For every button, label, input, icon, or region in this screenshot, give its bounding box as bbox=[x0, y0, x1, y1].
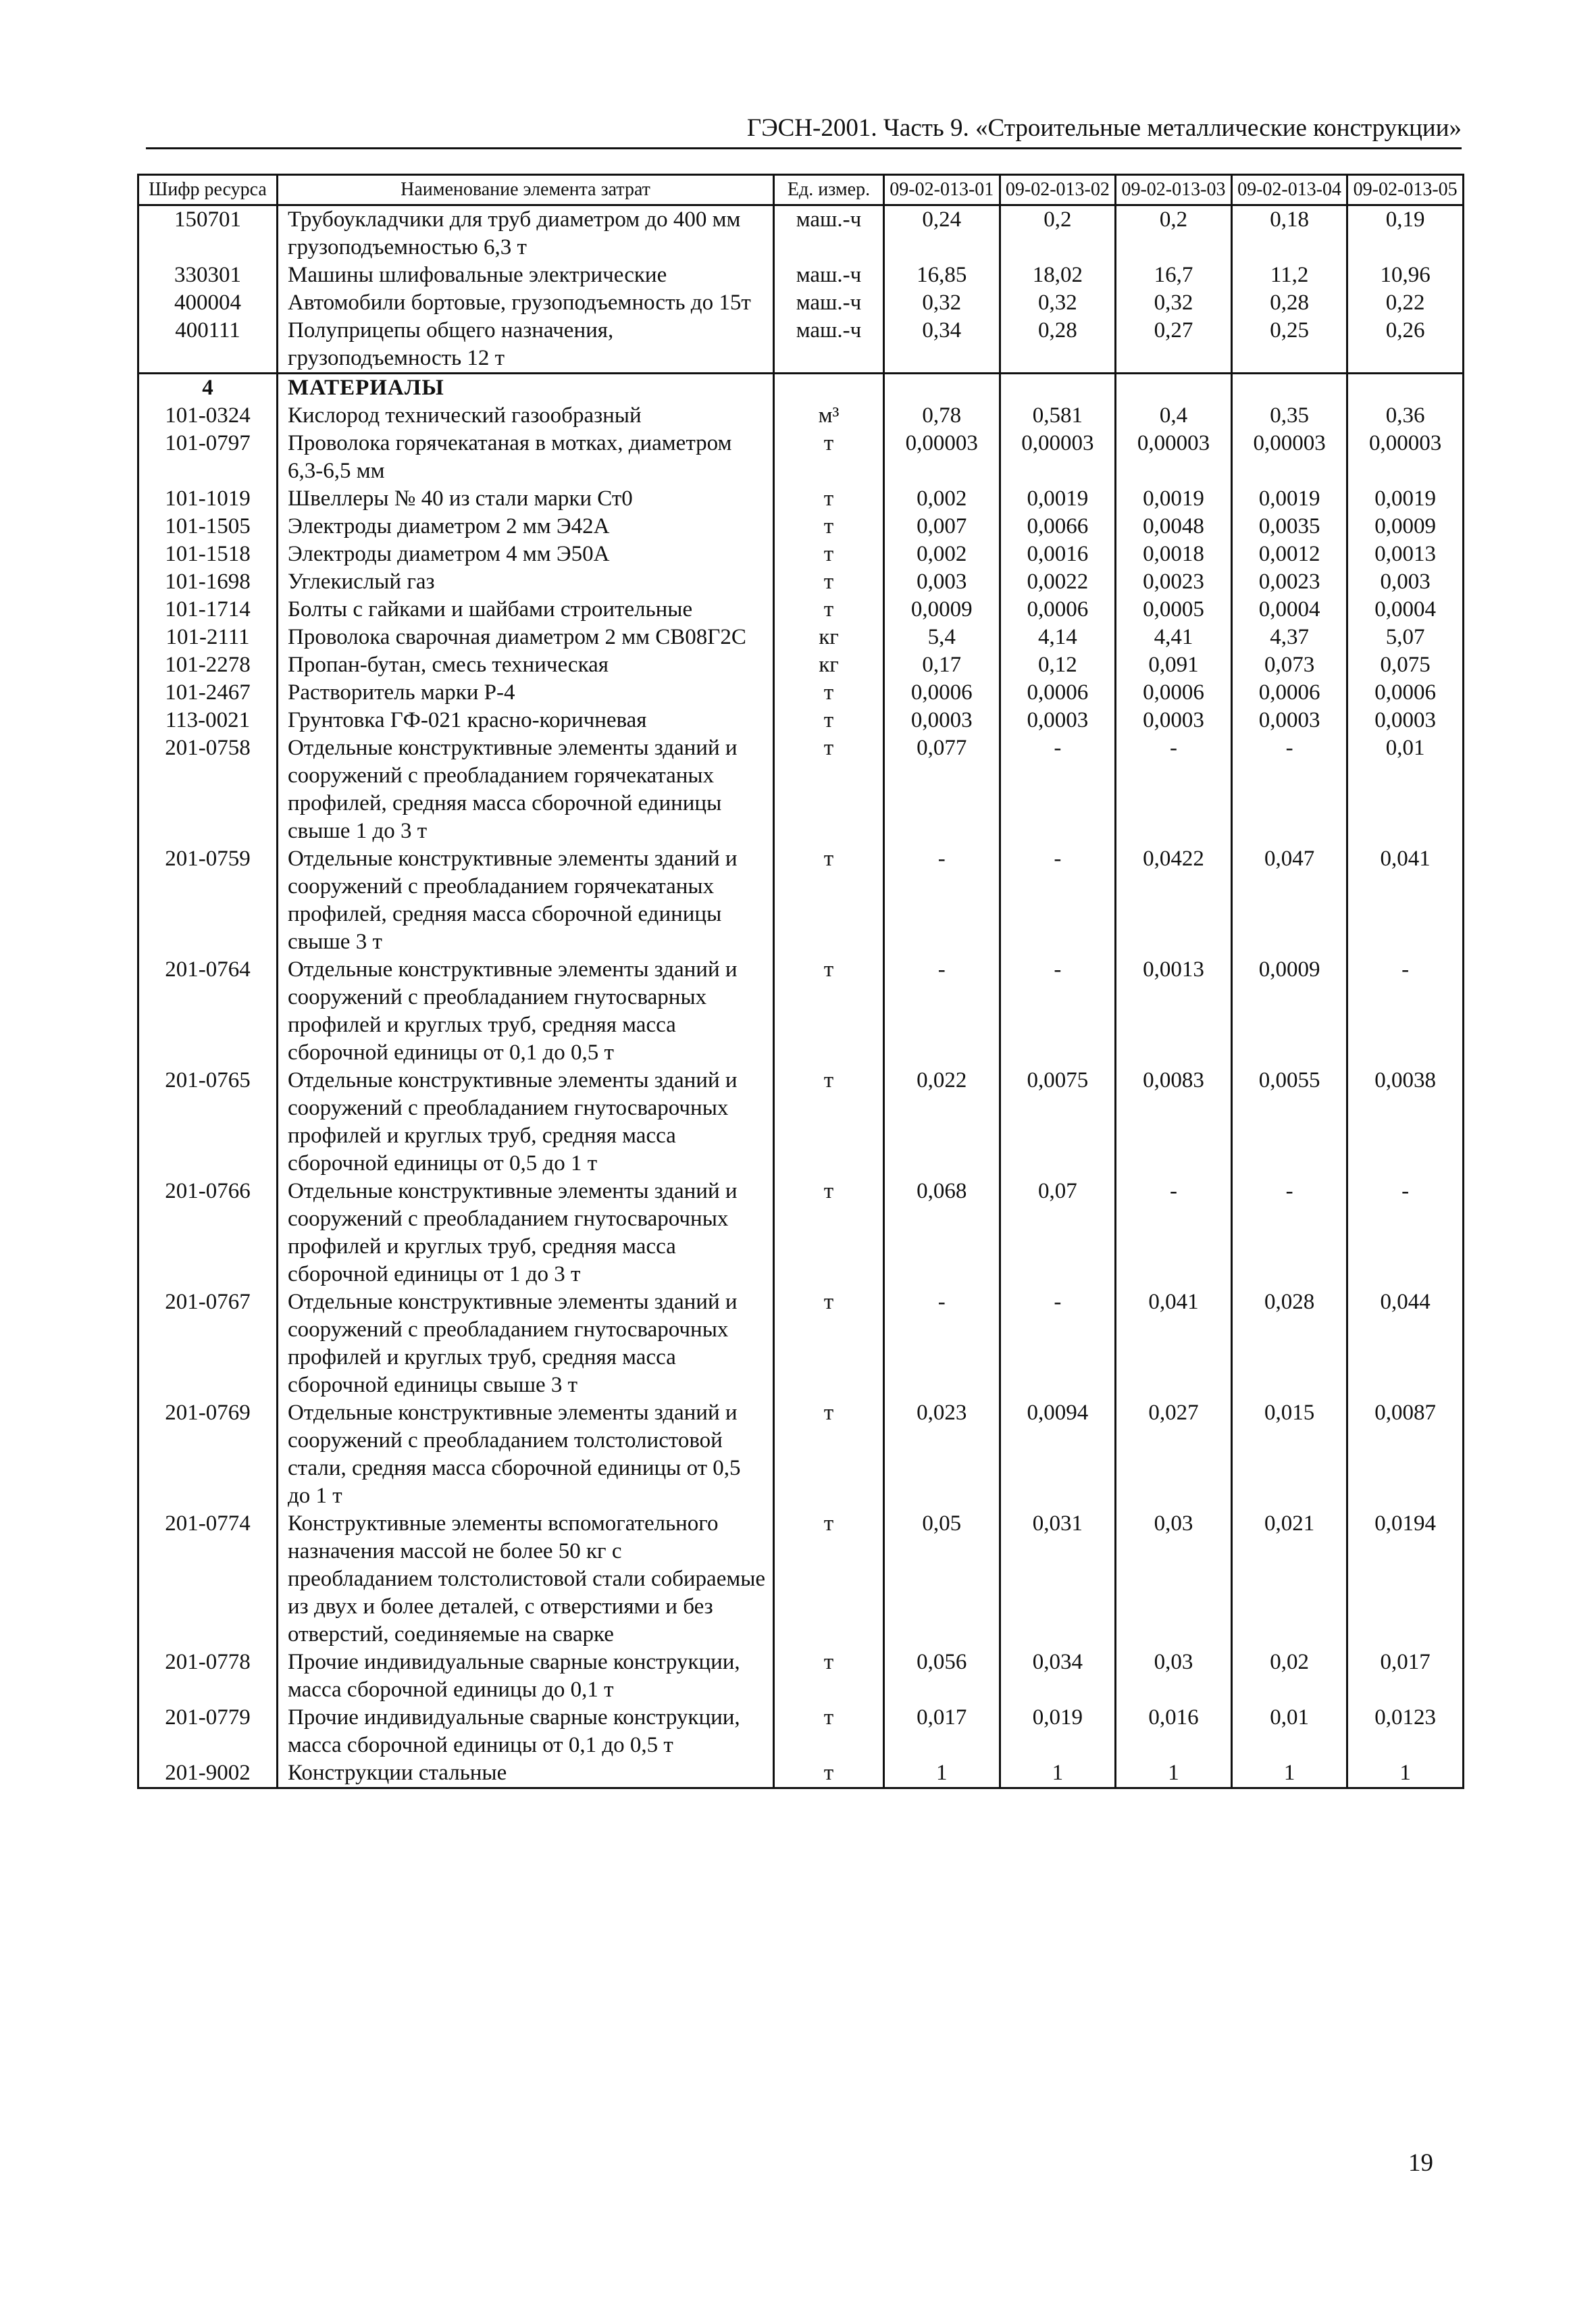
resource-code: 150701 bbox=[138, 205, 278, 262]
unit-of-measure: маш.-ч bbox=[774, 289, 884, 317]
value-013-02: 0,0022 bbox=[1000, 568, 1116, 596]
value-013-03: 0,0023 bbox=[1116, 568, 1232, 596]
column-header-unit: Ед. измер. bbox=[774, 175, 884, 205]
value-013-03: 0,00003 bbox=[1116, 430, 1232, 485]
resource-code: 101-0797 bbox=[138, 430, 278, 485]
resource-name: Отдельные конструктивные элементы зданий и сооружений с преобладанием горячекатаных профилей, средняя масса сборочной единицы свыше 3 т bbox=[278, 845, 774, 956]
value-013-05: 0,0006 bbox=[1347, 679, 1464, 707]
resource-code: 101-2278 bbox=[138, 651, 278, 679]
unit-of-measure: м³ bbox=[774, 402, 884, 430]
value-013-03: - bbox=[1116, 734, 1232, 845]
resource-code: 101-2111 bbox=[138, 624, 278, 651]
value-013-02: 0,0075 bbox=[1000, 1067, 1116, 1178]
value-013-04: 0,18 bbox=[1231, 205, 1347, 262]
value-013-04: 0,0035 bbox=[1231, 513, 1347, 540]
unit-of-measure bbox=[774, 374, 884, 403]
value-013-01: 0,022 bbox=[884, 1067, 1000, 1178]
value-013-03: 0,03 bbox=[1116, 1510, 1232, 1649]
value-013-03 bbox=[1116, 374, 1232, 403]
resource-code: 113-0021 bbox=[138, 707, 278, 734]
page-header: ГЭСН-2001. Часть 9. «Строительные металлические конструкции» bbox=[146, 114, 1462, 149]
table-row bbox=[138, 540, 1464, 568]
table-row bbox=[138, 485, 1464, 513]
value-013-01: 16,85 bbox=[884, 261, 1000, 289]
value-013-03: 0,4 bbox=[1116, 402, 1232, 430]
value-013-04: 0,01 bbox=[1231, 1704, 1347, 1759]
value-013-03: 4,41 bbox=[1116, 624, 1232, 651]
value-013-01: 0,002 bbox=[884, 540, 1000, 568]
column-header-013-03: 09-02-013-03 bbox=[1116, 175, 1232, 205]
resource-name: Отдельные конструктивные элементы зданий и сооружений с преобладанием горячекатаных профилей, средняя масса сборочной единицы свыше 1 до 3 т bbox=[278, 734, 774, 845]
resource-code: 201-0778 bbox=[138, 1649, 278, 1704]
value-013-02: 0,2 bbox=[1000, 205, 1116, 262]
resource-code: 101-2467 bbox=[138, 679, 278, 707]
value-013-04: 0,02 bbox=[1231, 1649, 1347, 1704]
value-013-01: 0,017 bbox=[884, 1704, 1000, 1759]
section-row bbox=[138, 374, 1464, 403]
unit-of-measure: т bbox=[774, 485, 884, 513]
unit-of-measure: т bbox=[774, 1704, 884, 1759]
value-013-01: 0,78 bbox=[884, 402, 1000, 430]
value-013-01: 0,00003 bbox=[884, 430, 1000, 485]
value-013-05: 0,0019 bbox=[1347, 485, 1464, 513]
value-013-02: 0,00003 bbox=[1000, 430, 1116, 485]
resource-code: 400004 bbox=[138, 289, 278, 317]
resource-code: 201-0767 bbox=[138, 1288, 278, 1399]
table-header-row bbox=[138, 175, 1464, 205]
value-013-01: 0,056 bbox=[884, 1649, 1000, 1704]
value-013-02: 0,581 bbox=[1000, 402, 1116, 430]
resource-name: МАТЕРИАЛЫ bbox=[278, 374, 774, 403]
value-013-05: 1 bbox=[1347, 1759, 1464, 1788]
table-row bbox=[138, 513, 1464, 540]
resource-code: 201-0779 bbox=[138, 1704, 278, 1759]
unit-of-measure: т bbox=[774, 1178, 884, 1288]
unit-of-measure: т bbox=[774, 734, 884, 845]
unit-of-measure: т bbox=[774, 956, 884, 1067]
value-013-05: 0,0087 bbox=[1347, 1399, 1464, 1510]
resource-name: Автомобили бортовые, грузоподъемность до 15т bbox=[278, 289, 774, 317]
value-013-04: 1 bbox=[1231, 1759, 1347, 1788]
value-013-03: 0,0422 bbox=[1116, 845, 1232, 956]
value-013-04: 0,00003 bbox=[1231, 430, 1347, 485]
table-row bbox=[138, 651, 1464, 679]
resource-name: Проволока горячекатаная в мотках, диаметром 6,3-6,5 мм bbox=[278, 430, 774, 485]
value-013-05: 5,07 bbox=[1347, 624, 1464, 651]
value-013-01: 0,05 bbox=[884, 1510, 1000, 1649]
table-body bbox=[138, 205, 1464, 1788]
unit-of-measure: т bbox=[774, 679, 884, 707]
table-row bbox=[138, 956, 1464, 1067]
unit-of-measure: т bbox=[774, 1510, 884, 1649]
resource-code: 101-1518 bbox=[138, 540, 278, 568]
table-row bbox=[138, 1288, 1464, 1399]
value-013-05: 0,26 bbox=[1347, 317, 1464, 374]
table-row bbox=[138, 1178, 1464, 1288]
value-013-02: 0,0003 bbox=[1000, 707, 1116, 734]
value-013-03: 0,0019 bbox=[1116, 485, 1232, 513]
table-row bbox=[138, 624, 1464, 651]
value-013-02: 0,0094 bbox=[1000, 1399, 1116, 1510]
unit-of-measure: т bbox=[774, 568, 884, 596]
value-013-04: 11,2 bbox=[1231, 261, 1347, 289]
value-013-01: - bbox=[884, 845, 1000, 956]
column-header-013-05: 09-02-013-05 bbox=[1347, 175, 1464, 205]
table-row bbox=[138, 1067, 1464, 1178]
value-013-05 bbox=[1347, 374, 1464, 403]
unit-of-measure: т bbox=[774, 596, 884, 624]
unit-of-measure: т bbox=[774, 513, 884, 540]
value-013-05: 0,017 bbox=[1347, 1649, 1464, 1704]
value-013-05: 0,0009 bbox=[1347, 513, 1464, 540]
table-row bbox=[138, 261, 1464, 289]
value-013-02: - bbox=[1000, 1288, 1116, 1399]
unit-of-measure: т bbox=[774, 430, 884, 485]
value-013-01: 0,34 bbox=[884, 317, 1000, 374]
resource-code: 101-1714 bbox=[138, 596, 278, 624]
value-013-05: 10,96 bbox=[1347, 261, 1464, 289]
resource-name: Отдельные конструктивные элементы зданий и сооружений с преобладанием гнутосварочных профилей и круглых труб, средняя масса сборочной единицы от 1 до 3 т bbox=[278, 1178, 774, 1288]
resource-code: 201-0764 bbox=[138, 956, 278, 1067]
value-013-04: 0,0023 bbox=[1231, 568, 1347, 596]
value-013-01: 0,068 bbox=[884, 1178, 1000, 1288]
resource-name: Машины шлифовальные электрические bbox=[278, 261, 774, 289]
page-number: 19 bbox=[1408, 2149, 1433, 2177]
value-013-05: - bbox=[1347, 1178, 1464, 1288]
unit-of-measure: т bbox=[774, 1759, 884, 1788]
table-row bbox=[138, 1399, 1464, 1510]
value-013-03: 0,32 bbox=[1116, 289, 1232, 317]
table-row bbox=[138, 289, 1464, 317]
value-013-03: 1 bbox=[1116, 1759, 1232, 1788]
table-row bbox=[138, 317, 1464, 374]
value-013-04: - bbox=[1231, 1178, 1347, 1288]
value-013-02: 4,14 bbox=[1000, 624, 1116, 651]
value-013-02: 0,0006 bbox=[1000, 679, 1116, 707]
value-013-05: 0,0013 bbox=[1347, 540, 1464, 568]
value-013-01: 0,17 bbox=[884, 651, 1000, 679]
value-013-04: 0,0009 bbox=[1231, 956, 1347, 1067]
resource-name: Пропан-бутан, смесь техническая bbox=[278, 651, 774, 679]
value-013-02: 18,02 bbox=[1000, 261, 1116, 289]
value-013-05: 0,19 bbox=[1347, 205, 1464, 262]
value-013-03: 0,03 bbox=[1116, 1649, 1232, 1704]
value-013-05: 0,01 bbox=[1347, 734, 1464, 845]
value-013-03: 0,27 bbox=[1116, 317, 1232, 374]
value-013-01: 0,24 bbox=[884, 205, 1000, 262]
resource-name: Кислород технический газообразный bbox=[278, 402, 774, 430]
value-013-05: 0,075 bbox=[1347, 651, 1464, 679]
value-013-03: - bbox=[1116, 1178, 1232, 1288]
value-013-04 bbox=[1231, 374, 1347, 403]
value-013-05: 0,00003 bbox=[1347, 430, 1464, 485]
unit-of-measure: т bbox=[774, 540, 884, 568]
resource-code: 101-1505 bbox=[138, 513, 278, 540]
value-013-04: 0,0006 bbox=[1231, 679, 1347, 707]
value-013-05: 0,0003 bbox=[1347, 707, 1464, 734]
value-013-01: 5,4 bbox=[884, 624, 1000, 651]
table-row bbox=[138, 1704, 1464, 1759]
value-013-01: 0,003 bbox=[884, 568, 1000, 596]
value-013-03: 0,0005 bbox=[1116, 596, 1232, 624]
value-013-02: 0,019 bbox=[1000, 1704, 1116, 1759]
resource-name: Болты с гайками и шайбами строительные bbox=[278, 596, 774, 624]
value-013-04: 0,0055 bbox=[1231, 1067, 1347, 1178]
value-013-03: 0,0018 bbox=[1116, 540, 1232, 568]
resource-code: 101-1698 bbox=[138, 568, 278, 596]
value-013-02: 0,034 bbox=[1000, 1649, 1116, 1704]
value-013-02: 0,07 bbox=[1000, 1178, 1116, 1288]
value-013-03: 16,7 bbox=[1116, 261, 1232, 289]
value-013-05: 0,041 bbox=[1347, 845, 1464, 956]
value-013-01: 0,0009 bbox=[884, 596, 1000, 624]
resource-name: Конструктивные элементы вспомогательного назначения массой не более 50 кг с преобладанием толстолистовой стали собираемые из двух и более деталей, с отверстиями и без отверстий, соединяемые на сварке bbox=[278, 1510, 774, 1649]
resource-code: 101-1019 bbox=[138, 485, 278, 513]
value-013-01: 0,077 bbox=[884, 734, 1000, 845]
value-013-04: 0,35 bbox=[1231, 402, 1347, 430]
value-013-05: 0,003 bbox=[1347, 568, 1464, 596]
unit-of-measure: т bbox=[774, 1067, 884, 1178]
value-013-04: 0,0019 bbox=[1231, 485, 1347, 513]
value-013-02: - bbox=[1000, 956, 1116, 1067]
resource-code: 101-0324 bbox=[138, 402, 278, 430]
resource-code: 201-9002 bbox=[138, 1759, 278, 1788]
table-row bbox=[138, 707, 1464, 734]
table-row bbox=[138, 1759, 1464, 1788]
unit-of-measure: маш.-ч bbox=[774, 205, 884, 262]
resource-name: Отдельные конструктивные элементы зданий и сооружений с преобладанием толстолистовой стали, средняя масса сборочной единицы от 0,5 до 1 т bbox=[278, 1399, 774, 1510]
value-013-05: - bbox=[1347, 956, 1464, 1067]
value-013-01: 0,007 bbox=[884, 513, 1000, 540]
value-013-03: 0,0083 bbox=[1116, 1067, 1232, 1178]
value-013-03: 0,091 bbox=[1116, 651, 1232, 679]
value-013-02: 1 bbox=[1000, 1759, 1116, 1788]
resource-name: Растворитель марки Р-4 bbox=[278, 679, 774, 707]
value-013-02: 0,32 bbox=[1000, 289, 1116, 317]
table-row bbox=[138, 568, 1464, 596]
value-013-01 bbox=[884, 374, 1000, 403]
column-header-013-01: 09-02-013-01 bbox=[884, 175, 1000, 205]
value-013-02: - bbox=[1000, 734, 1116, 845]
value-013-04: 0,015 bbox=[1231, 1399, 1347, 1510]
value-013-05: 0,36 bbox=[1347, 402, 1464, 430]
unit-of-measure: т bbox=[774, 1399, 884, 1510]
value-013-01: - bbox=[884, 956, 1000, 1067]
column-header-013-04: 09-02-013-04 bbox=[1231, 175, 1347, 205]
value-013-02: 0,0006 bbox=[1000, 596, 1116, 624]
value-013-03: 0,0003 bbox=[1116, 707, 1232, 734]
resource-code: 201-0765 bbox=[138, 1067, 278, 1178]
value-013-04: 0,28 bbox=[1231, 289, 1347, 317]
value-013-04: - bbox=[1231, 734, 1347, 845]
unit-of-measure: т bbox=[774, 1649, 884, 1704]
unit-of-measure: кг bbox=[774, 651, 884, 679]
resource-name: Конструкции стальные bbox=[278, 1759, 774, 1788]
value-013-01: 0,023 bbox=[884, 1399, 1000, 1510]
table-row bbox=[138, 430, 1464, 485]
resource-code: 201-0766 bbox=[138, 1178, 278, 1288]
value-013-05: 0,0194 bbox=[1347, 1510, 1464, 1649]
value-013-03: 0,0006 bbox=[1116, 679, 1232, 707]
resource-name: Отдельные конструктивные элементы зданий и сооружений с преобладанием гнутосварочных профилей и круглых труб, средняя масса сборочной единицы от 0,5 до 1 т bbox=[278, 1067, 774, 1178]
value-013-04: 0,0003 bbox=[1231, 707, 1347, 734]
resource-name: Швеллеры № 40 из стали марки Ст0 bbox=[278, 485, 774, 513]
value-013-03: 0,0013 bbox=[1116, 956, 1232, 1067]
value-013-04: 4,37 bbox=[1231, 624, 1347, 651]
value-013-03: 0,027 bbox=[1116, 1399, 1232, 1510]
resource-table bbox=[137, 174, 1464, 1789]
value-013-03: 0,016 bbox=[1116, 1704, 1232, 1759]
value-013-01: 0,002 bbox=[884, 485, 1000, 513]
resource-name: Грунтовка ГФ-021 красно-коричневая bbox=[278, 707, 774, 734]
value-013-01: 1 bbox=[884, 1759, 1000, 1788]
unit-of-measure: кг bbox=[774, 624, 884, 651]
value-013-01: 0,0003 bbox=[884, 707, 1000, 734]
value-013-04: 0,047 bbox=[1231, 845, 1347, 956]
column-header-code: Шифр ресурса bbox=[138, 175, 278, 205]
unit-of-measure: т bbox=[774, 1288, 884, 1399]
table-row bbox=[138, 1510, 1464, 1649]
resource-name: Отдельные конструктивные элементы зданий и сооружений с преобладанием гнутосварочных профилей и круглых труб, средняя масса сборочной единицы свыше 3 т bbox=[278, 1288, 774, 1399]
value-013-02: 0,0016 bbox=[1000, 540, 1116, 568]
resource-name: Полуприцепы общего назначения, грузоподъемность 12 т bbox=[278, 317, 774, 374]
value-013-01: 0,32 bbox=[884, 289, 1000, 317]
value-013-05: 0,0004 bbox=[1347, 596, 1464, 624]
resource-code: 330301 bbox=[138, 261, 278, 289]
value-013-02: 0,0066 bbox=[1000, 513, 1116, 540]
resource-code: 201-0769 bbox=[138, 1399, 278, 1510]
value-013-05: 0,0123 bbox=[1347, 1704, 1464, 1759]
table-row bbox=[138, 596, 1464, 624]
resource-code: 201-0759 bbox=[138, 845, 278, 956]
value-013-02: 0,12 bbox=[1000, 651, 1116, 679]
unit-of-measure: т bbox=[774, 707, 884, 734]
value-013-05: 0,22 bbox=[1347, 289, 1464, 317]
resource-table-container bbox=[137, 174, 1462, 1789]
value-013-03: 0,041 bbox=[1116, 1288, 1232, 1399]
value-013-02: 0,031 bbox=[1000, 1510, 1116, 1649]
resource-code: 400111 bbox=[138, 317, 278, 374]
resource-code: 201-0758 bbox=[138, 734, 278, 845]
resource-code: 4 bbox=[138, 374, 278, 403]
column-header-013-02: 09-02-013-02 bbox=[1000, 175, 1116, 205]
value-013-01: - bbox=[884, 1288, 1000, 1399]
resource-name: Трубоукладчики для труб диаметром до 400 мм грузоподъемностью 6,3 т bbox=[278, 205, 774, 262]
table-row bbox=[138, 679, 1464, 707]
table-row bbox=[138, 402, 1464, 430]
column-header-name: Наименование элемента затрат bbox=[278, 175, 774, 205]
table-row bbox=[138, 1649, 1464, 1704]
value-013-04: 0,0004 bbox=[1231, 596, 1347, 624]
resource-name: Прочие индивидуальные сварные конструкции, масса сборочной единицы от 0,1 до 0,5 т bbox=[278, 1704, 774, 1759]
resource-code: 201-0774 bbox=[138, 1510, 278, 1649]
value-013-04: 0,25 bbox=[1231, 317, 1347, 374]
table-row bbox=[138, 205, 1464, 262]
value-013-02 bbox=[1000, 374, 1116, 403]
unit-of-measure: маш.-ч bbox=[774, 261, 884, 289]
unit-of-measure: маш.-ч bbox=[774, 317, 884, 374]
resource-name: Проволока сварочная диаметром 2 мм СВ08Г2С bbox=[278, 624, 774, 651]
value-013-02: 0,0019 bbox=[1000, 485, 1116, 513]
resource-name: Электроды диаметром 4 мм Э50А bbox=[278, 540, 774, 568]
value-013-05: 0,044 bbox=[1347, 1288, 1464, 1399]
resource-name: Электроды диаметром 2 мм Э42А bbox=[278, 513, 774, 540]
value-013-04: 0,021 bbox=[1231, 1510, 1347, 1649]
value-013-01: 0,0006 bbox=[884, 679, 1000, 707]
resource-name: Отдельные конструктивные элементы зданий и сооружений с преобладанием гнутосварных профилей и круглых труб, средняя масса сборочной единицы от 0,1 до 0,5 т bbox=[278, 956, 774, 1067]
value-013-04: 0,073 bbox=[1231, 651, 1347, 679]
value-013-02: - bbox=[1000, 845, 1116, 956]
unit-of-measure: т bbox=[774, 845, 884, 956]
value-013-05: 0,0038 bbox=[1347, 1067, 1464, 1178]
value-013-02: 0,28 bbox=[1000, 317, 1116, 374]
table-row bbox=[138, 734, 1464, 845]
resource-name: Прочие индивидуальные сварные конструкции, масса сборочной единицы до 0,1 т bbox=[278, 1649, 774, 1704]
table-row bbox=[138, 845, 1464, 956]
value-013-04: 0,0012 bbox=[1231, 540, 1347, 568]
resource-name: Углекислый газ bbox=[278, 568, 774, 596]
value-013-03: 0,2 bbox=[1116, 205, 1232, 262]
value-013-03: 0,0048 bbox=[1116, 513, 1232, 540]
value-013-04: 0,028 bbox=[1231, 1288, 1347, 1399]
